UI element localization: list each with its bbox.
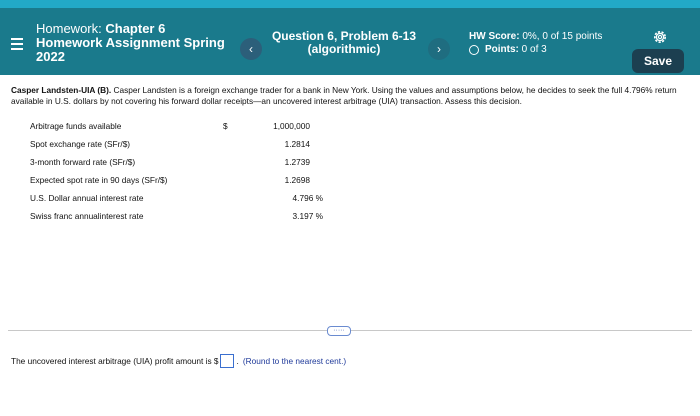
row-value: 1,000,000	[273, 121, 310, 131]
score-value: 0%, 0 of 15 points	[522, 31, 603, 42]
table-row	[30, 157, 310, 175]
row-label: Expected spot rate in 90 days (SFr/$)	[30, 175, 168, 185]
row-currency: $	[223, 121, 228, 131]
answer-line	[11, 354, 346, 368]
hw-assignment-line1: Homework Assignment Spring	[36, 35, 225, 50]
row-label: Arbitrage funds available	[30, 121, 122, 131]
question-title	[268, 30, 420, 56]
data-table	[30, 121, 323, 229]
problem-text: Casper Landsten is a foreign exchange trader for a bank in New York. Using the values and assumptions below, he decides to seek the full 4.796% return available in U.S. dollars by not covering his forward dollar receipts—an uncovered interest arbitrage (UIA) transaction. Assess this decision.	[11, 85, 677, 106]
row-label: Swiss franc annualinterest rate	[30, 211, 144, 221]
row-value: 1.2739	[284, 157, 310, 167]
score-block	[469, 30, 602, 56]
answer-prompt: The uncovered interest arbitrage (UIA) profit amount is $	[11, 356, 219, 366]
problem-statement	[11, 85, 691, 107]
points-circle-icon	[469, 45, 479, 55]
menu-icon[interactable]	[11, 38, 23, 49]
row-value: 1.2698	[284, 175, 310, 185]
question-line2: (algorithmic)	[307, 42, 381, 56]
previous-question-button[interactable]: ‹	[240, 38, 262, 60]
table-row	[30, 175, 310, 193]
rounding-hint: (Round to the nearest cent.)	[242, 356, 347, 366]
problem-title: Casper Landsten-UIA (B).	[11, 85, 112, 95]
row-value: 3.197 %	[292, 211, 323, 221]
row-label: Spot exchange rate (SFr/$)	[30, 139, 131, 149]
row-label: 3-month forward rate (SFr/$)	[30, 157, 136, 167]
row-value: 4.796 %	[292, 193, 323, 203]
points-label: Points:	[485, 44, 519, 55]
row-value: 1.2814	[284, 139, 310, 149]
answer-suffix: .	[236, 356, 239, 366]
hw-prefix: Homework:	[36, 21, 102, 36]
divider-handle[interactable]: ·····	[327, 326, 351, 336]
score-label: HW Score:	[469, 31, 520, 42]
next-question-button[interactable]: ›	[428, 38, 450, 60]
table-row	[30, 121, 310, 139]
table-row	[30, 211, 323, 229]
homework-title	[36, 22, 225, 64]
points-value: 0 of 3	[521, 44, 547, 55]
hw-assignment-line2: 2022	[36, 49, 65, 64]
save-button[interactable]: Save	[632, 49, 684, 73]
gear-icon[interactable]	[652, 29, 668, 45]
table-row	[30, 193, 323, 211]
row-label: U.S. Dollar annual interest rate	[30, 193, 144, 203]
question-line1: Question 6, Problem 6-13	[271, 29, 417, 43]
table-row	[30, 139, 310, 157]
header-bar	[0, 0, 700, 75]
hw-chapter: Chapter 6	[105, 21, 166, 36]
answer-input[interactable]	[220, 354, 234, 368]
